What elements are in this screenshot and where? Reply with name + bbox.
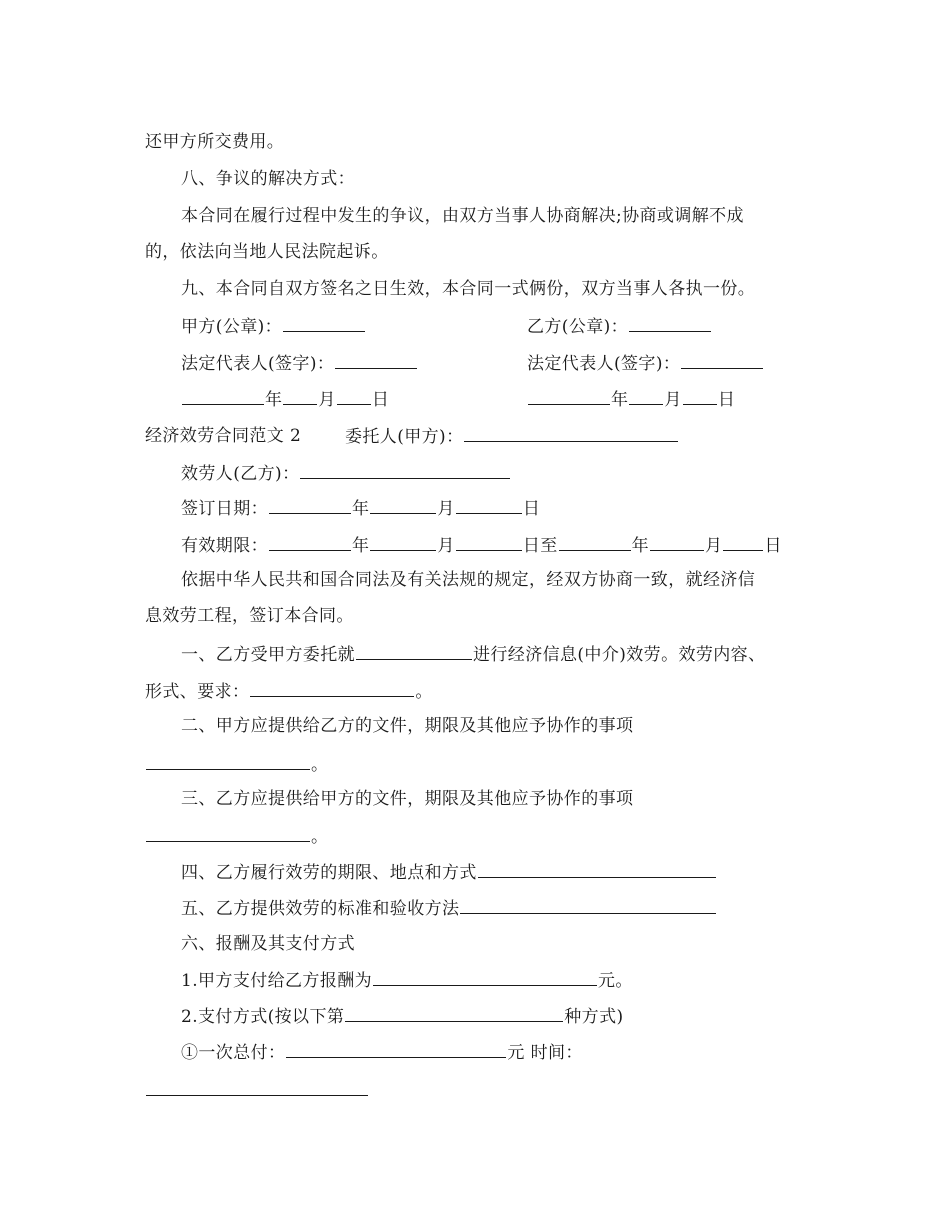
day-label: 日	[717, 390, 736, 410]
valid-period-line	[181, 533, 782, 558]
period: 。	[311, 827, 329, 847]
clause-1-line	[181, 642, 765, 667]
text-line: 息效劳工程，签订本合同。	[145, 606, 354, 626]
period: 。	[311, 755, 329, 775]
blank-field[interactable]	[300, 461, 510, 479]
section-heading-dispute: 八、争议的解决方式：	[181, 169, 355, 189]
blank-day[interactable]	[723, 533, 763, 551]
currency-label: 元。	[598, 971, 633, 991]
month-label: 月	[664, 390, 682, 410]
rep-b-label: 法定代表人(签字)：	[527, 354, 681, 374]
payment-method-line	[181, 1004, 624, 1029]
blank-day[interactable]	[337, 387, 371, 405]
sign-date-line	[181, 496, 540, 521]
text-line: 依据中华人民共和国合同法及有关法规的规定，经双方协商一致，就经济信	[181, 570, 756, 590]
blank-year[interactable]	[269, 533, 351, 551]
blank-field[interactable]	[681, 351, 763, 369]
rep-a-line	[181, 351, 418, 376]
blank-month[interactable]	[650, 533, 704, 551]
clause-5-text: 五、乙方提供效劳的标准和验收方法	[181, 899, 460, 919]
date-b-line	[527, 387, 735, 412]
month-label: 月	[705, 536, 723, 556]
text-line: 还甲方所交费用。	[145, 132, 285, 152]
text-line: 本合同在履行过程中发生的争议，由双方当事人协商解决;协商或调解不成	[181, 206, 744, 226]
period: 。	[415, 682, 433, 702]
month-label: 月	[437, 536, 455, 556]
blank-year[interactable]	[269, 496, 351, 514]
clause-2: 二、甲方应提供给乙方的文件，期限及其他应予协作的事项	[181, 716, 634, 736]
party-a-seal-line	[181, 314, 366, 339]
day-label: 日	[371, 390, 390, 410]
blank-year[interactable]	[528, 387, 610, 405]
day-to-label: 日至	[522, 536, 558, 556]
blank-day[interactable]	[683, 387, 717, 405]
clause-4-text: 四、乙方履行效劳的期限、地点和方式	[181, 863, 477, 883]
provider-line	[181, 461, 511, 486]
lump-sum-time-line	[145, 1078, 369, 1103]
valid-period-label: 有效期限：	[181, 536, 268, 556]
blank-field[interactable]	[460, 896, 716, 914]
clause-5-line	[181, 896, 717, 921]
blank-field[interactable]	[356, 642, 472, 660]
blank-year[interactable]	[559, 533, 631, 551]
rep-b-line	[527, 351, 764, 376]
blank-field[interactable]	[478, 860, 716, 878]
form-label: 形式、要求：	[145, 682, 250, 702]
year-label: 年	[352, 499, 370, 519]
blank-field[interactable]	[146, 752, 310, 770]
blank-field[interactable]	[335, 351, 417, 369]
blank-month[interactable]	[629, 387, 663, 405]
blank-field[interactable]	[464, 424, 678, 442]
party-a-seal-label: 甲方(公章)：	[181, 317, 283, 337]
year-label: 年	[265, 390, 283, 410]
blank-month[interactable]	[370, 496, 436, 514]
client-line	[345, 424, 679, 449]
year-label: 年	[611, 390, 629, 410]
year-label: 年	[631, 536, 650, 556]
lump-sum-suffix: 元 时间：	[507, 1043, 583, 1063]
blank-field[interactable]	[345, 1004, 563, 1022]
provider-label: 效劳人(乙方)：	[181, 464, 300, 484]
party-b-seal-line	[527, 314, 712, 339]
text-line: 九、本合同自双方签名之日生效，本合同一式俩份，双方当事人各执一份。	[181, 279, 756, 299]
blank-field[interactable]	[373, 968, 597, 986]
day-label: 日	[522, 499, 541, 519]
clause-3: 三、乙方应提供给甲方的文件，期限及其他应予协作的事项	[181, 789, 634, 809]
date-a-line	[181, 387, 389, 412]
month-label: 月	[318, 390, 336, 410]
text-line: 的，依法向当地人民法院起诉。	[145, 242, 389, 262]
clause-1-form-line	[145, 679, 433, 704]
clause-1-text: 一、乙方受甲方委托就	[181, 645, 355, 665]
sign-date-label: 签订日期：	[181, 499, 268, 519]
blank-field[interactable]	[146, 1078, 368, 1096]
blank-month[interactable]	[370, 533, 436, 551]
month-label: 月	[437, 499, 455, 519]
blank-field[interactable]	[250, 679, 414, 697]
clause-4-line	[181, 860, 717, 885]
blank-field[interactable]	[286, 1040, 506, 1058]
blank-field[interactable]	[629, 314, 711, 332]
clause-2-blank-line	[145, 752, 328, 777]
blank-field[interactable]	[146, 824, 310, 842]
payment-amount-label: 1.甲方支付给乙方报酬为	[181, 971, 373, 991]
blank-field[interactable]	[283, 314, 365, 332]
clause-6: 六、报酬及其支付方式	[181, 934, 355, 954]
payment-amount-line	[181, 968, 633, 993]
client-label: 委托人(甲方)：	[345, 427, 464, 447]
blank-day[interactable]	[456, 533, 522, 551]
clause-1-text-cont: 进行经济信息(中介)效劳。效劳内容、	[473, 645, 766, 665]
day-label: 日	[764, 536, 782, 556]
blank-month[interactable]	[283, 387, 317, 405]
year-label: 年	[352, 536, 370, 556]
blank-year[interactable]	[182, 387, 264, 405]
clause-3-blank-line	[145, 824, 328, 849]
sample-title: 经济效劳合同范文 2	[145, 426, 302, 446]
blank-day[interactable]	[456, 496, 522, 514]
rep-a-label: 法定代表人(签字)：	[181, 354, 335, 374]
lump-sum-line	[181, 1040, 583, 1065]
party-b-seal-label: 乙方(公章)：	[527, 317, 629, 337]
payment-method-suffix: 种方式)	[564, 1007, 624, 1027]
lump-sum-label: ①一次总付：	[181, 1043, 286, 1063]
payment-method-label: 2.支付方式(按以下第	[181, 1007, 345, 1027]
